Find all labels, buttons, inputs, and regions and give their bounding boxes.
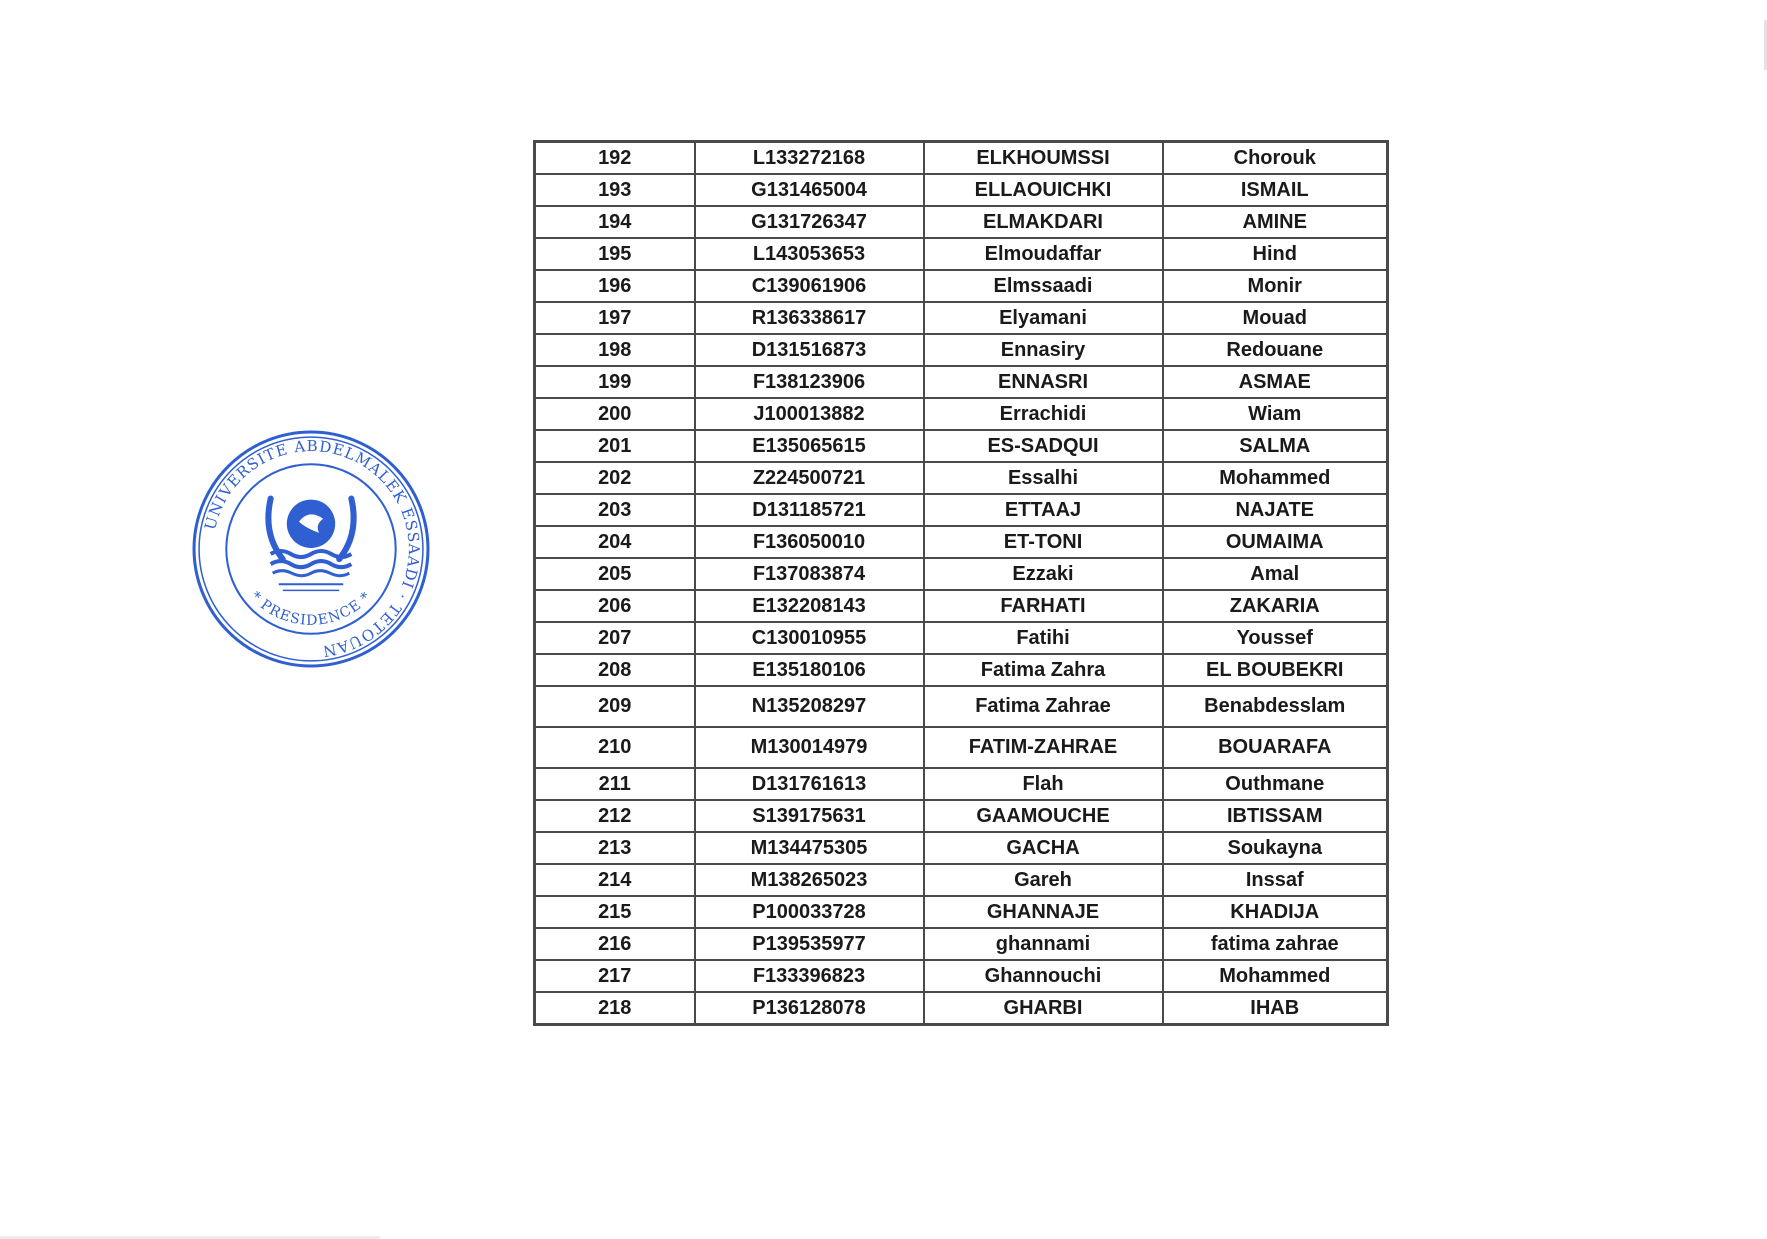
last-name-cell: Elyamani (924, 302, 1163, 334)
table-row (535, 366, 1388, 398)
table-row (535, 928, 1388, 960)
row-number-cell: 198 (535, 334, 695, 366)
first-name-cell: Mouad (1163, 302, 1388, 334)
first-name-cell: ASMAE (1163, 366, 1388, 398)
student-id-cell: L133272168 (695, 142, 924, 175)
last-name-cell: ET-TONI (924, 526, 1163, 558)
student-id-cell: M134475305 (695, 832, 924, 864)
last-name-cell: Fatihi (924, 622, 1163, 654)
first-name-cell: Benabdesslam (1163, 686, 1388, 727)
table-row (535, 398, 1388, 430)
first-name-cell: Amal (1163, 558, 1388, 590)
row-number-cell: 192 (535, 142, 695, 175)
last-name-cell: GHANNAJE (924, 896, 1163, 928)
row-number-cell: 200 (535, 398, 695, 430)
row-number-cell: 202 (535, 462, 695, 494)
row-number-cell: 208 (535, 654, 695, 686)
row-number-cell: 204 (535, 526, 695, 558)
table-row (535, 462, 1388, 494)
row-number-cell: 199 (535, 366, 695, 398)
student-id-cell: C130010955 (695, 622, 924, 654)
student-id-cell: S139175631 (695, 800, 924, 832)
student-id-cell: F138123906 (695, 366, 924, 398)
student-id-cell: D131761613 (695, 768, 924, 800)
first-name-cell: Chorouk (1163, 142, 1388, 175)
student-id-cell: F133396823 (695, 960, 924, 992)
student-id-cell: R136338617 (695, 302, 924, 334)
table-row (535, 654, 1388, 686)
first-name-cell: Outhmane (1163, 768, 1388, 800)
row-number-cell: 195 (535, 238, 695, 270)
table-row (535, 238, 1388, 270)
first-name-cell: Monir (1163, 270, 1388, 302)
first-name-cell: ISMAIL (1163, 174, 1388, 206)
last-name-cell: ETTAAJ (924, 494, 1163, 526)
row-number-cell: 193 (535, 174, 695, 206)
student-list-table-wrapper (533, 140, 1386, 1026)
first-name-cell: OUMAIMA (1163, 526, 1388, 558)
table-row (535, 526, 1388, 558)
table-row (535, 622, 1388, 654)
last-name-cell: GHARBI (924, 992, 1163, 1025)
first-name-cell: EL BOUBEKRI (1163, 654, 1388, 686)
student-id-cell: Z224500721 (695, 462, 924, 494)
table-row (535, 896, 1388, 928)
table-row (535, 558, 1388, 590)
row-number-cell: 203 (535, 494, 695, 526)
row-number-cell: 201 (535, 430, 695, 462)
table-row (535, 590, 1388, 622)
table-row (535, 832, 1388, 864)
first-name-cell: Wiam (1163, 398, 1388, 430)
last-name-cell: Fatima Zahrae (924, 686, 1163, 727)
student-id-cell: D131516873 (695, 334, 924, 366)
row-number-cell: 210 (535, 727, 695, 768)
row-number-cell: 214 (535, 864, 695, 896)
first-name-cell: IBTISSAM (1163, 800, 1388, 832)
student-id-cell: N135208297 (695, 686, 924, 727)
table-row (535, 270, 1388, 302)
row-number-cell: 205 (535, 558, 695, 590)
student-id-cell: P139535977 (695, 928, 924, 960)
last-name-cell: Elmoudaffar (924, 238, 1163, 270)
last-name-cell: Gareh (924, 864, 1163, 896)
row-number-cell: 197 (535, 302, 695, 334)
last-name-cell: ELMAKDARI (924, 206, 1163, 238)
first-name-cell: Inssaf (1163, 864, 1388, 896)
row-number-cell: 216 (535, 928, 695, 960)
student-id-cell: P100033728 (695, 896, 924, 928)
student-id-cell: F136050010 (695, 526, 924, 558)
last-name-cell: Errachidi (924, 398, 1163, 430)
last-name-cell: Fatima Zahra (924, 654, 1163, 686)
row-number-cell: 215 (535, 896, 695, 928)
table-row (535, 174, 1388, 206)
table-row (535, 142, 1388, 175)
first-name-cell: NAJATE (1163, 494, 1388, 526)
student-id-cell: C139061906 (695, 270, 924, 302)
last-name-cell: GACHA (924, 832, 1163, 864)
first-name-cell: Redouane (1163, 334, 1388, 366)
row-number-cell: 206 (535, 590, 695, 622)
last-name-cell: Flah (924, 768, 1163, 800)
table-row (535, 768, 1388, 800)
last-name-cell: ELLAOUICHKI (924, 174, 1163, 206)
last-name-cell: Ghannouchi (924, 960, 1163, 992)
university-seal-stamp (190, 428, 432, 670)
first-name-cell: AMINE (1163, 206, 1388, 238)
row-number-cell: 213 (535, 832, 695, 864)
table-row (535, 206, 1388, 238)
row-number-cell: 196 (535, 270, 695, 302)
student-id-cell: J100013882 (695, 398, 924, 430)
table-row (535, 992, 1388, 1025)
first-name-cell: Soukayna (1163, 832, 1388, 864)
last-name-cell: Essalhi (924, 462, 1163, 494)
last-name-cell: ghannami (924, 928, 1163, 960)
last-name-cell: Ennasiry (924, 334, 1163, 366)
student-id-cell: G131465004 (695, 174, 924, 206)
table-row (535, 302, 1388, 334)
last-name-cell: Elmssaadi (924, 270, 1163, 302)
table-row (535, 430, 1388, 462)
svg-text:* PRESIDENCE *: * PRESIDENCE * (247, 588, 375, 629)
last-name-cell: FATIM-ZAHRAE (924, 727, 1163, 768)
student-id-cell: M130014979 (695, 727, 924, 768)
student-id-cell: M138265023 (695, 864, 924, 896)
last-name-cell: ENNASRI (924, 366, 1163, 398)
row-number-cell: 194 (535, 206, 695, 238)
student-id-cell: L143053653 (695, 238, 924, 270)
student-id-cell: G131726347 (695, 206, 924, 238)
table-row (535, 334, 1388, 366)
first-name-cell: BOUARAFA (1163, 727, 1388, 768)
student-id-cell: E132208143 (695, 590, 924, 622)
table-row (535, 494, 1388, 526)
first-name-cell: Mohammed (1163, 462, 1388, 494)
table-row (535, 960, 1388, 992)
student-list-table (533, 140, 1389, 1026)
first-name-cell: SALMA (1163, 430, 1388, 462)
student-id-cell: D131185721 (695, 494, 924, 526)
first-name-cell: ZAKARIA (1163, 590, 1388, 622)
last-name-cell: GAAMOUCHE (924, 800, 1163, 832)
last-name-cell: FARHATI (924, 590, 1163, 622)
table-row (535, 800, 1388, 832)
student-id-cell: P136128078 (695, 992, 924, 1025)
last-name-cell: ELKHOUMSSI (924, 142, 1163, 175)
first-name-cell: Youssef (1163, 622, 1388, 654)
row-number-cell: 217 (535, 960, 695, 992)
row-number-cell: 212 (535, 800, 695, 832)
row-number-cell: 218 (535, 992, 695, 1025)
first-name-cell: Hind (1163, 238, 1388, 270)
student-id-cell: F137083874 (695, 558, 924, 590)
first-name-cell: IHAB (1163, 992, 1388, 1025)
table-row (535, 727, 1388, 768)
student-list-body (535, 142, 1388, 1025)
last-name-cell: Ezzaki (924, 558, 1163, 590)
student-id-cell: E135065615 (695, 430, 924, 462)
row-number-cell: 211 (535, 768, 695, 800)
last-name-cell: ES-SADQUI (924, 430, 1163, 462)
table-row (535, 864, 1388, 896)
student-id-cell: E135180106 (695, 654, 924, 686)
row-number-cell: 209 (535, 686, 695, 727)
table-row (535, 686, 1388, 727)
svg-text:UNIVERSITE ABDELMALEK ESSAADI: UNIVERSITE ABDELMALEK ESSAADI · TETOUAN (201, 437, 423, 661)
first-name-cell: KHADIJA (1163, 896, 1388, 928)
first-name-cell: fatima zahrae (1163, 928, 1388, 960)
first-name-cell: Mohammed (1163, 960, 1388, 992)
row-number-cell: 207 (535, 622, 695, 654)
